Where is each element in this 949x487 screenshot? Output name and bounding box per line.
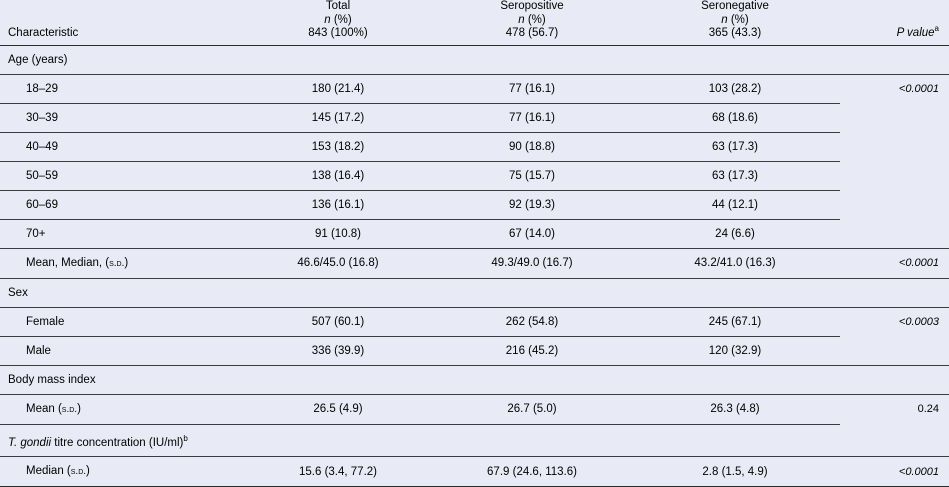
cell-characteristic: 50–59 xyxy=(0,161,242,190)
cell-characteristic: Mean (s.d.) xyxy=(0,394,242,424)
cell-pvalue: <0.0001 xyxy=(898,82,939,95)
cell-total: 336 (39.9) xyxy=(242,336,434,365)
column-header-characteristic-label: Characteristic xyxy=(8,27,79,39)
table-row xyxy=(0,219,949,248)
column-header-total-line2: n (%) xyxy=(324,13,352,26)
table-header-row xyxy=(0,0,949,45)
cell-pvalue: <0.0001 xyxy=(840,248,949,278)
species-name: T. gondii xyxy=(8,436,52,449)
cell-pvalue xyxy=(840,103,949,132)
cell-total xyxy=(242,424,434,457)
column-header-seropositive-line2: n (%) xyxy=(518,13,546,26)
cell-seropositive: 77 (16.1) xyxy=(434,103,630,132)
smallcaps-sd: s.d. xyxy=(70,466,87,478)
table-section-row xyxy=(0,365,949,394)
cell-seronegative: 43.2/41.0 (16.3) xyxy=(630,248,840,278)
cell-characteristic: 40–49 xyxy=(0,132,242,161)
table-row xyxy=(0,307,949,336)
cell-seropositive: 67 (14.0) xyxy=(434,219,630,248)
table-row xyxy=(0,161,949,190)
column-header-characteristic xyxy=(0,0,242,45)
cell-seropositive: 77 (16.1) xyxy=(434,74,630,103)
table-row xyxy=(0,74,949,103)
column-header-seronegative-line2: n (%) xyxy=(721,13,749,26)
cell-total: 46.6/45.0 (16.8) xyxy=(242,248,434,278)
cell-pvalue xyxy=(840,190,949,219)
cell-total: 26.5 (4.9) xyxy=(242,394,434,424)
cell-characteristic: Male xyxy=(0,336,242,365)
cell-seronegative: 103 (28.2) xyxy=(630,74,840,103)
table-row xyxy=(0,132,949,161)
cell-pvalue xyxy=(840,365,949,394)
column-header-total xyxy=(242,0,434,45)
table-row xyxy=(0,190,949,219)
cell-pvalue xyxy=(840,45,949,74)
cell-seropositive: 90 (18.8) xyxy=(434,132,630,161)
column-header-seronegative-line3: 365 (43.3) xyxy=(708,27,762,39)
cell-seronegative: 26.3 (4.8) xyxy=(630,394,840,424)
cell-seropositive xyxy=(434,45,630,74)
cell-seropositive: 262 (54.8) xyxy=(434,307,630,336)
cell-characteristic: 60–69 xyxy=(0,190,242,219)
cell-characteristic: 30–39 xyxy=(0,103,242,132)
cell-characteristic: 70+ xyxy=(0,219,242,248)
cell-total: 153 (18.2) xyxy=(242,132,434,161)
cell-total: 15.6 (3.4, 77.2) xyxy=(242,457,434,487)
cell-seronegative: 63 (17.3) xyxy=(630,161,840,190)
cell-seropositive xyxy=(434,278,630,307)
table-header xyxy=(0,0,949,45)
cell-seropositive: 216 (45.2) xyxy=(434,336,630,365)
cell-seronegative xyxy=(630,45,840,74)
table-section-row xyxy=(0,278,949,307)
cell-pvalue: 0.24 xyxy=(917,403,939,416)
cell-pvalue xyxy=(840,219,949,248)
cell-characteristic: Mean, Median, (s.d.) xyxy=(0,248,242,278)
cell-total: 180 (21.4) xyxy=(242,74,434,103)
cell-total: 145 (17.2) xyxy=(242,103,434,132)
cell-seronegative: 245 (67.1) xyxy=(630,307,840,336)
cell-characteristic: Median (s.d.) xyxy=(0,457,242,487)
cell-seronegative xyxy=(630,424,840,457)
cell-seronegative xyxy=(630,278,840,307)
cell-seronegative: 68 (18.6) xyxy=(630,103,840,132)
cell-pvalue xyxy=(840,132,949,161)
table-body xyxy=(0,45,949,487)
column-header-pvalue-footnote: a xyxy=(934,24,939,34)
cell-total: 507 (60.1) xyxy=(242,307,434,336)
cell-pvalue xyxy=(840,161,949,190)
cell-seropositive: 49.3/49.0 (16.7) xyxy=(434,248,630,278)
cell-seropositive xyxy=(434,424,630,457)
cell-characteristic: 18–29 xyxy=(0,74,242,103)
table-row xyxy=(0,103,949,132)
cell-characteristic: Body mass index xyxy=(0,365,242,394)
cell-seronegative xyxy=(630,365,840,394)
column-header-seronegative-line1: Seronegative xyxy=(701,0,769,12)
column-header-pvalue-label: P value xyxy=(896,27,935,39)
table-section-row xyxy=(0,424,949,457)
cell-seropositive xyxy=(434,365,630,394)
cell-pvalue xyxy=(840,424,949,457)
cell-total: 136 (16.1) xyxy=(242,190,434,219)
table-section-row xyxy=(0,45,949,74)
cell-characteristic: Age (years) xyxy=(0,45,242,74)
cell-pvalue xyxy=(840,278,949,307)
footnote-marker: b xyxy=(183,433,188,443)
cell-total: 138 (16.4) xyxy=(242,161,434,190)
cell-seronegative: 63 (17.3) xyxy=(630,132,840,161)
cell-seronegative: 44 (12.1) xyxy=(630,190,840,219)
table-row xyxy=(0,394,949,424)
table-row xyxy=(0,248,949,278)
smallcaps-sd: s.d. xyxy=(61,403,78,415)
cell-seropositive: 67.9 (24.6, 113.6) xyxy=(434,457,630,487)
cell-total xyxy=(242,45,434,74)
column-header-seropositive-line3: 478 (56.7) xyxy=(505,27,559,39)
column-header-total-line3: 843 (100%) xyxy=(308,27,368,39)
smallcaps-sd: s.d. xyxy=(109,257,125,269)
column-header-total-line1: Total xyxy=(325,0,351,12)
cell-total: 91 (10.8) xyxy=(242,219,434,248)
column-header-seropositive-line1: Seropositive xyxy=(500,0,564,12)
cell-seronegative: 120 (32.9) xyxy=(630,336,840,365)
cell-seropositive: 92 (19.3) xyxy=(434,190,630,219)
table-row xyxy=(0,336,949,365)
cell-seropositive: 75 (15.7) xyxy=(434,161,630,190)
column-header-seropositive xyxy=(434,0,630,45)
cell-total xyxy=(242,278,434,307)
cell-total xyxy=(242,365,434,394)
cell-seronegative: 24 (6.6) xyxy=(630,219,840,248)
cell-characteristic: T. gondii titre concentration $(IU/ml)^b$ xyxy=(0,424,242,457)
cell-pvalue xyxy=(840,336,949,365)
cell-seronegative: 2.8 (1.5, 4.9) xyxy=(630,457,840,487)
column-header-pvalue xyxy=(840,0,949,45)
cell-seropositive: 26.7 (5.0) xyxy=(434,394,630,424)
cell-characteristic: Female xyxy=(0,307,242,336)
table-row xyxy=(0,457,949,487)
cell-pvalue: <0.0003 xyxy=(898,315,939,328)
cell-characteristic: Sex xyxy=(0,278,242,307)
cell-pvalue: <0.0001 xyxy=(840,457,949,487)
column-header-seronegative xyxy=(630,0,840,45)
